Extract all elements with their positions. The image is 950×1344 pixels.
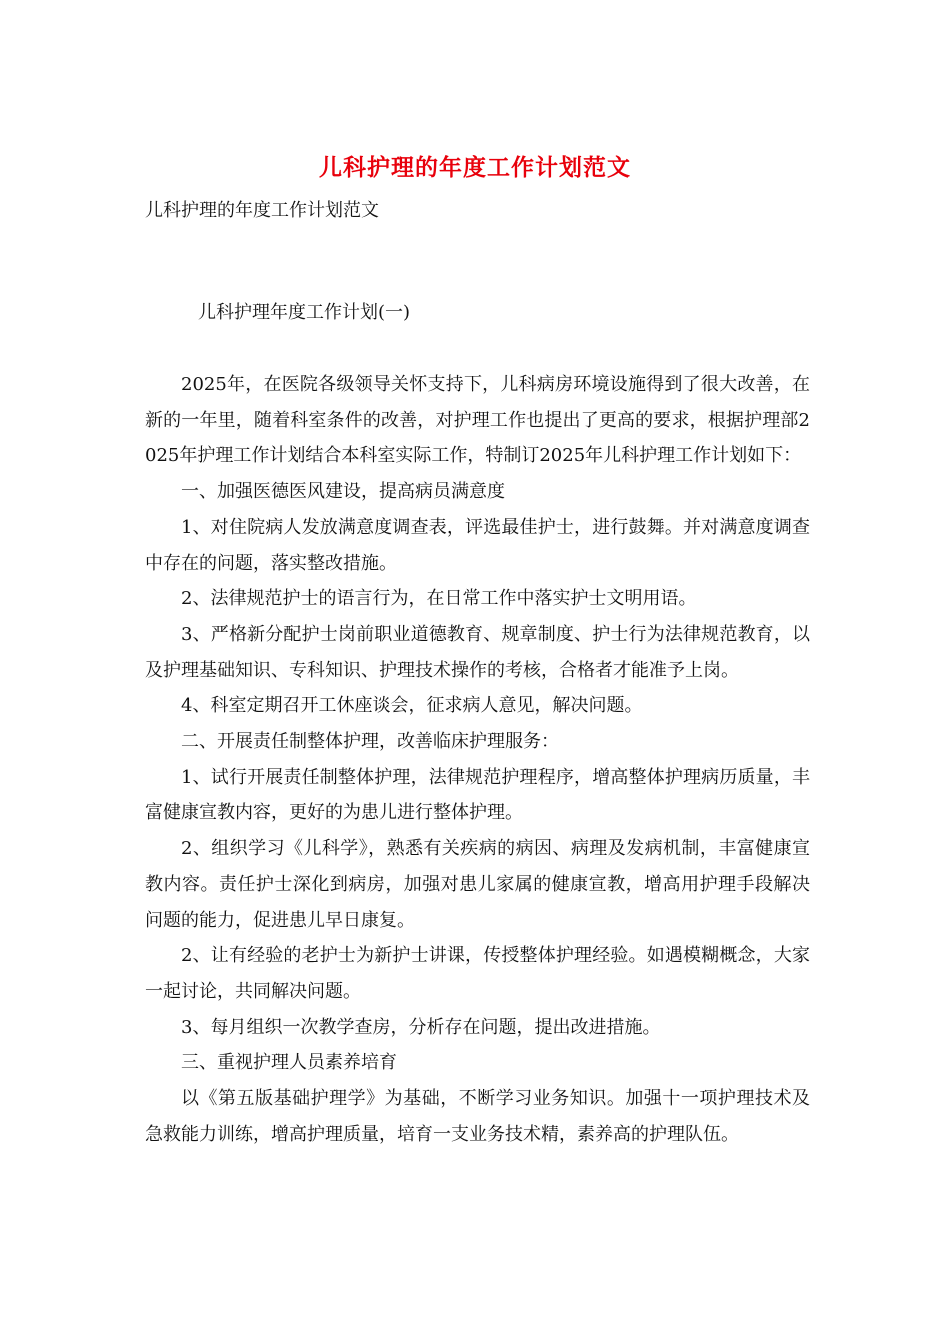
paragraph: 2、法律规范护士的语言行为，在日常工作中落实护士文明用语。 [181,588,697,610]
paragraph: 2、让有经验的老护士为新护士讲课，传授整体护理经验。如遇模糊概念，大家一起讨论，共同解决问题。 [145,945,810,1002]
paragraph: 2、组织学习《儿科学》，熟悉有关疾病的病因、病理及发病机制，丰富健康宣教内容。责任护士深化到病房，加强对患儿家属的健康宣教，增高用护理手段解决问题的能力，促进患儿早日康复。 [145,838,810,931]
document-subtitle: 儿科护理的年度工作计划范文 [145,200,379,221]
document-title: 儿科护理的年度工作计划范文 [319,154,631,181]
paragraph: 3、每月组织一次教学查房，分析存在问题，提出改进措施。 [181,1016,661,1038]
paragraph: 以《第五版基础护理学》为基础，不断学习业务知识。加强十一项护理技术及急救能力训练，增高护理质量，培育一支业务技术精，素养高的护理队伍。 [145,1088,810,1145]
paragraph: 1、对住院病人发放满意度调查表，评选最佳护士，进行鼓舞。并对满意度调查中存在的问题，落实整改措施。 [145,516,810,574]
paragraph: 一、加强医德医风建设，提高病员满意度 [181,481,505,503]
paragraph: 2025年，在医院各级领导关怀支持下，儿科病房环境设施得到了很大改善，在新的一年里，随着科室条件的改善，对护理工作也提出了更高的要求，根据护理部2025年护理工作计划结合本科室实际工作，特制订2025年儿科护理工作计划如下： [145,374,810,467]
paragraph: 1、试行开展责任制整体护理，法律规范护理程序，增高整体护理病历质量，丰富健康宣教内容，更好的为患儿进行整体护理。 [145,766,810,824]
document-body [145,367,810,1152]
paragraph: 4、科室定期召开工休座谈会，征求病人意见，解决问题。 [181,695,643,717]
paragraph: 三、重视护理人员素养培育 [181,1052,397,1074]
paragraph: 3、严格新分配护士岗前职业道德教育、规章制度、护士行为法律规范教育，以及护理基础知识、专科知识、护理技术操作的考核，合格者才能准予上岗。 [145,623,810,681]
paragraph: 二、开展责任制整体护理，改善临床护理服务： [181,731,559,753]
section-heading: 儿科护理年度工作计划(一) [198,302,411,323]
